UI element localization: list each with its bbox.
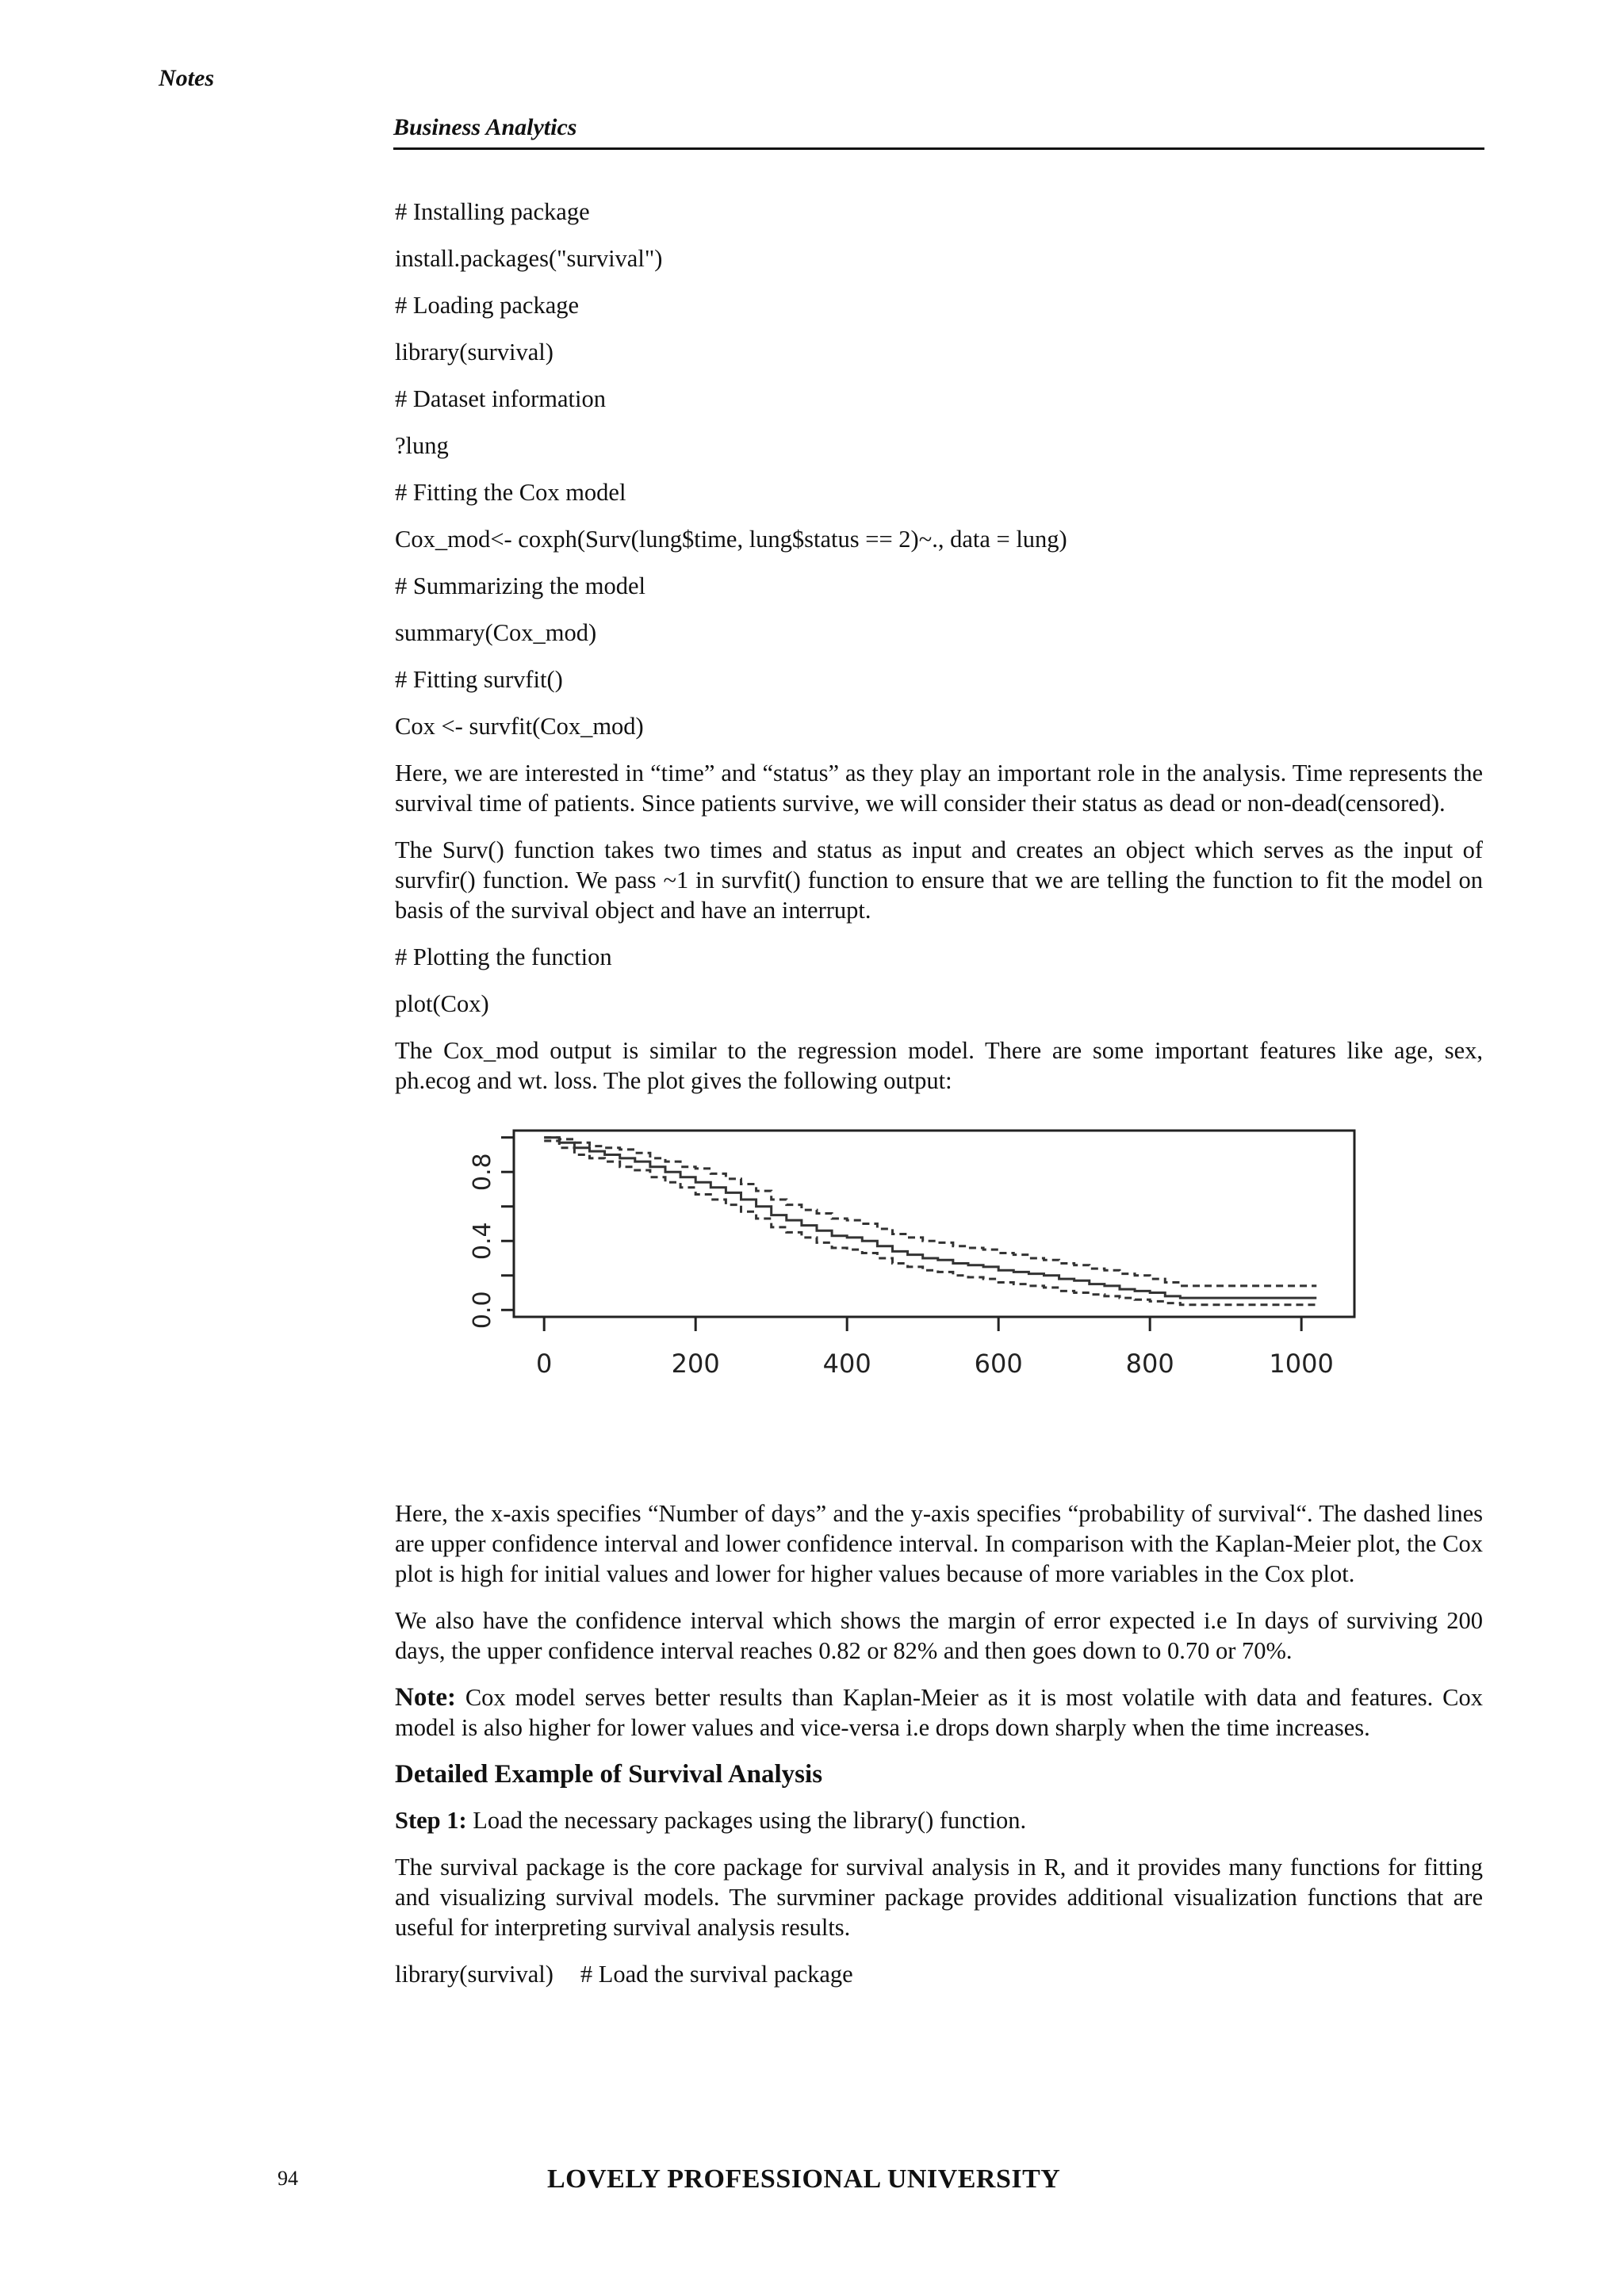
x-tick-label: 1000 bbox=[1269, 1349, 1334, 1379]
paragraph-confidence-interval: We also have the confidence interval which shows the margin of error expected i.e In days of surviving 200 days, the upper confidence interval reaches 0.82 or 82% and then goes down to 0.70 or 70%. bbox=[395, 1607, 1483, 1664]
page-content bbox=[395, 197, 1483, 2006]
code-block-install bbox=[395, 197, 1483, 741]
code-line: # Fitting the Cox model bbox=[395, 479, 626, 506]
code-line: library(survival) bbox=[395, 339, 553, 365]
step-1-paragraph bbox=[395, 1805, 1483, 1835]
code-line: ?lung bbox=[395, 432, 449, 459]
upper-confidence-curve bbox=[544, 1138, 1316, 1286]
plot-frame bbox=[514, 1131, 1354, 1317]
code-line: plot(Cox) bbox=[395, 990, 489, 1017]
survival-plot bbox=[395, 1115, 1483, 1448]
x-tick-label: 200 bbox=[671, 1349, 720, 1379]
paragraph-surv-function: The Surv() function takes two times and status as input and creates an object which serves as the input of survfir() function. We pass ~1 in survfit() function to ensure that we are telling the function to fit the model on basis of the survival object and have an interrupt. bbox=[395, 836, 1483, 924]
page-number: 94 bbox=[278, 2167, 298, 2190]
code-line: install.packages("survival") bbox=[395, 245, 663, 272]
note-text: Cox model serves better results than Kaplan-Meier as it is most volatile with data and features. Cox model is also higher for lower values and vice-versa i.e drops down sharply when the time increases. bbox=[395, 1684, 1483, 1741]
code-line: summary(Cox_mod) bbox=[395, 619, 597, 646]
code-text: library(survival) bbox=[395, 1961, 553, 1988]
code-line: # Fitting survfit() bbox=[395, 666, 563, 693]
note-label: Note: bbox=[395, 1683, 456, 1712]
x-tick-label: 0 bbox=[536, 1349, 553, 1379]
code-line: # Dataset information bbox=[395, 385, 606, 412]
footer-university: LOVELY PROFESSIONAL UNIVERSITY bbox=[547, 2164, 1061, 2194]
code-line: Cox_mod<- coxph(Surv(lung$time, lung$status == 2)~., data = lung) bbox=[395, 526, 1067, 553]
running-head: Business Analytics bbox=[393, 114, 1484, 150]
code-line: # Loading package bbox=[395, 292, 580, 319]
paragraph-cox-output: The Cox_mod output is similar to the regression model. There are some important features like age, sex, ph.ecog and wt. loss. The plot gives the following output: bbox=[395, 1037, 1483, 1094]
paragraph-time-status: Here, we are interested in “time” and “status” as they play an important role in the analysis. Time represents the survival time of patients. Since patients survive, we will consider their status as dead or non-dead(censored). bbox=[395, 760, 1483, 817]
step-1-text: Load the necessary packages using the library() function. bbox=[466, 1807, 1027, 1834]
paragraph-axes-explanation: Here, the x-axis specifies “Number of days” and the y-axis specifies “probability of survival“. The dashed lines are upper confidence interval and lower confidence interval. In comparison with the Kaplan-Meier plot, the Cox plot is high for initial values and lower for higher values because of more variables in the Cox plot. bbox=[395, 1500, 1483, 1587]
x-tick-label: 600 bbox=[974, 1349, 1023, 1379]
lower-confidence-curve bbox=[544, 1141, 1316, 1305]
section-heading: Detailed Example of Survival Analysis bbox=[395, 1760, 823, 1789]
x-tick-label: 400 bbox=[822, 1349, 871, 1379]
x-tick-label: 800 bbox=[1125, 1349, 1174, 1379]
step-1-label: Step 1: bbox=[395, 1807, 467, 1834]
code-line: # Installing package bbox=[395, 198, 590, 225]
code-line-library bbox=[395, 1959, 1483, 1989]
survival-curve bbox=[544, 1138, 1316, 1298]
y-tick-label: 0.4 bbox=[469, 1222, 496, 1261]
code-line: # Summarizing the model bbox=[395, 572, 645, 599]
paragraph-survival-package: The survival package is the core package for survival analysis in R, and it provides many functions for fitting and visualizing survival models. The survminer package provides additional visualization functions that are useful for interpreting survival analysis results. bbox=[395, 1854, 1483, 1941]
y-tick-label: 0.0 bbox=[469, 1291, 496, 1330]
survival-plot-svg bbox=[395, 1115, 1483, 1448]
code-line: Cox <- survfit(Cox_mod) bbox=[395, 713, 644, 740]
code-comment: # Load the survival package bbox=[580, 1961, 853, 1988]
margin-label-notes: Notes bbox=[159, 65, 214, 91]
y-tick-label: 0.8 bbox=[469, 1153, 496, 1192]
note-paragraph bbox=[395, 1682, 1483, 1743]
code-line: # Plotting the function bbox=[395, 943, 612, 970]
